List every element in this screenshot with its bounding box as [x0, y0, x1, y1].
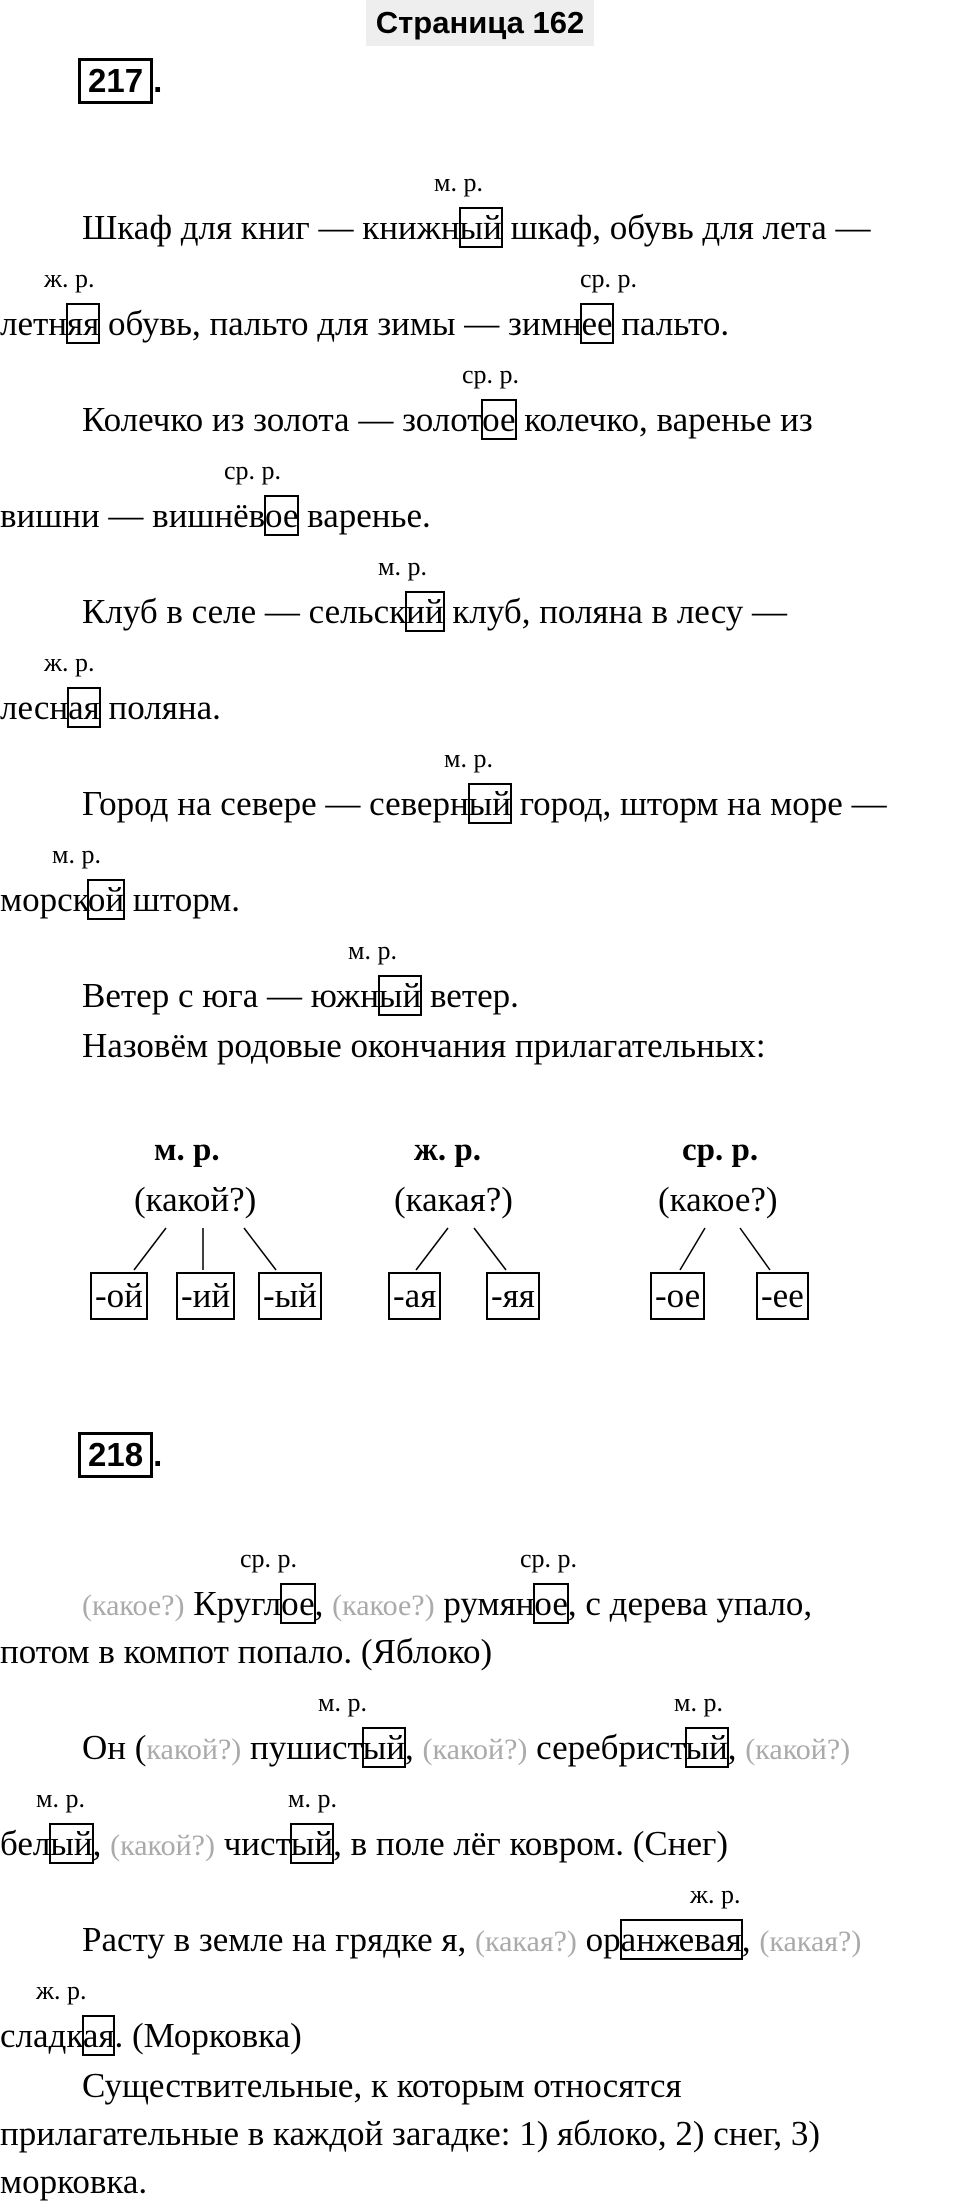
gender-label: м. р. [674, 1688, 723, 1717]
ending-box: -ий [176, 1272, 235, 1320]
gender-label: м. р. [378, 552, 427, 581]
gender-label: м. р. [318, 1688, 367, 1717]
text-line: Колечко из золота — золотое колечко, варенье из [82, 400, 813, 439]
ending-box: -ый [258, 1272, 322, 1320]
text-line: прилагательные в каждой загадке: 1) яблоко, 2) снег, 3) [0, 2114, 821, 2153]
gender-label: м. р. [288, 1784, 337, 1813]
text-line: Расту в земле на грядке я, (какая?) оранжевая, (какая?) [82, 1920, 862, 1959]
text-line: потом в компот попало. (Яблоко) [0, 1632, 493, 1671]
text-line: сладкая. (Морковка) [0, 2016, 302, 2055]
text-line: Клуб в селе — сельский клуб, поляна в лесу — [82, 592, 788, 631]
gender-label: ж. р. [36, 1976, 87, 2005]
ending-box: -ой [90, 1272, 148, 1320]
text-line: Ветер с юга — южный ветер. [82, 976, 519, 1015]
gender-label: ср. р. [580, 264, 638, 293]
scheme-feminine-heading: ж. р. [414, 1132, 482, 1168]
scheme-neuter-heading: ср. р. [682, 1132, 759, 1168]
ending-box: -ая [388, 1272, 441, 1320]
ending-box: -яя [486, 1272, 540, 1320]
exercise-217-number: 217 . [78, 58, 162, 104]
text-line: Город на севере — северный город, шторм на море — [82, 784, 887, 823]
scheme-feminine-question: (какая?) [394, 1180, 513, 1219]
text-line: морской шторм. [0, 880, 241, 919]
text-line: Шкаф для книг — книжный шкаф, обувь для лета — [82, 208, 871, 247]
gender-label: ср. р. [240, 1544, 298, 1573]
page-title: Страница 162 [366, 0, 594, 46]
text-line: лесная поляна. [0, 688, 221, 727]
gender-label: м. р. [434, 168, 483, 197]
text-line: Он (какой?) пушистый, (какой?) серебристый, (какой?) [82, 1728, 851, 1767]
text-line: летняя обувь, пальто для зимы — зимнее пальто. [0, 304, 730, 343]
gender-label: ж. р. [44, 648, 95, 677]
gender-label: ж. р. [690, 1880, 741, 1909]
gender-label: ж. р. [44, 264, 95, 293]
text-line: вишни — вишнёвое варенье. [0, 496, 431, 535]
gender-label: м. р. [52, 840, 101, 869]
scheme-neuter-question: (какое?) [658, 1180, 778, 1219]
text-line: (какое?) Круглое, (какое?) румяное, с дерева упало, [82, 1584, 813, 1623]
text-line: Существительные, к которым относятся [82, 2066, 682, 2105]
gender-label: м. р. [444, 744, 493, 773]
gender-label: ср. р. [462, 360, 520, 389]
scheme-masculine-question: (какой?) [134, 1180, 257, 1219]
exercise-218-number: 218 . [78, 1432, 162, 1478]
text-line: Назовём родовые окончания прилагательных: [82, 1026, 766, 1065]
text-line: морковка. [0, 2162, 148, 2201]
ending-box: -ее [756, 1272, 809, 1320]
gender-label: м. р. [36, 1784, 85, 1813]
gender-label: ср. р. [224, 456, 282, 485]
ending-box: -ое [650, 1272, 705, 1320]
gender-label: м. р. [348, 936, 397, 965]
scheme-masculine-heading: м. р. [154, 1132, 220, 1168]
gender-label: ср. р. [520, 1544, 578, 1573]
text-line: белый, (какой?) чистый, в поле лёг ковром. (Снег) [0, 1824, 729, 1863]
